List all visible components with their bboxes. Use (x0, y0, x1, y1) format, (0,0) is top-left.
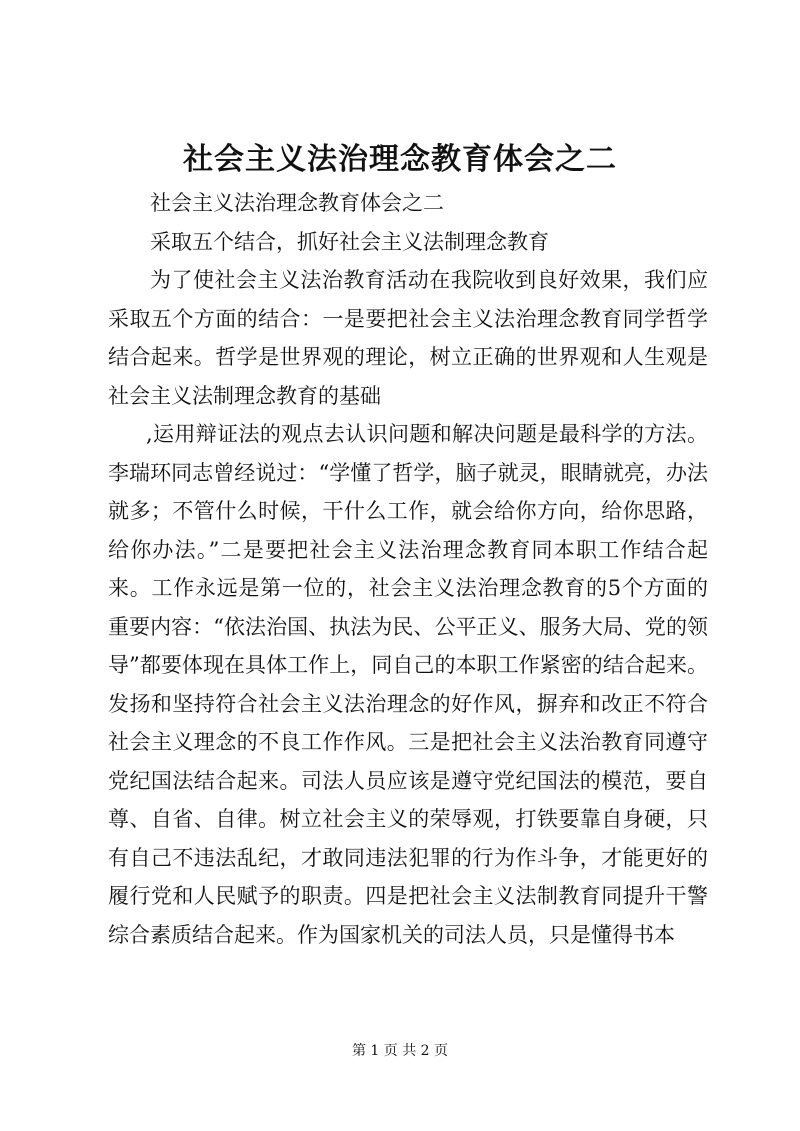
paragraph-main: ,运用辩证法的观点去认识问题和解决问题是最科学的方法。李瑞环同志曾经说过：“学懂了哲学，脑子就灵，眼睛就亮，办法就多；不管什么时候，干什么工作，就会给你方向，给你思路，给你办法。”二是要把社会主义法治理念教育同本职工作结合起来。工作永远是第一位的，社会主义法治理念教育的5个方面的重要内容：“依法治国、执法为民、公平正义、服务大局、党的领导”都要体现在具体工作上，同自己的本职工作紧密的结合起来。发扬和坚持符合社会主义法治理念的好作风，摒弃和改正不符合社会主义理念的不良工作作风。三是把社会主义法治教育同遵守党纪国法结合起来。司法人员应该是遵守党纪国法的模范，要自尊、自省、自律。树立社会主义的荣辱观，打铁要靠自身硬，只有自己不违法乱纪，才敢同违法犯罪的行为作斗争，才能更好的履行党和人民赋予的职责。四是把社会主义法制教育同提升干警综合素质结合起来。作为国家机关的司法人员，只是懂得书本 (108, 422, 708, 947)
paragraph-subtitle: 社会主义法治理念教育体会之二 (150, 191, 444, 215)
document-title: 社会主义法治理念教育体会之二 (183, 142, 617, 177)
paragraph-intro: 为了使社会主义法治教育活动在我院收到良好效果，我们应采取五个方面的结合：一是要把社会主义法治理念教育同学哲学结合起来。哲学是世界观的理论，树立正确的世界观和人生观是社会主义法制理念教育的基础 (108, 268, 708, 408)
document-body (108, 184, 708, 954)
page-footer: 第 1 页 共 2 页 (351, 1043, 449, 1059)
paragraph-heading: 采取五个结合，抓好社会主义法制理念教育 (150, 229, 549, 254)
